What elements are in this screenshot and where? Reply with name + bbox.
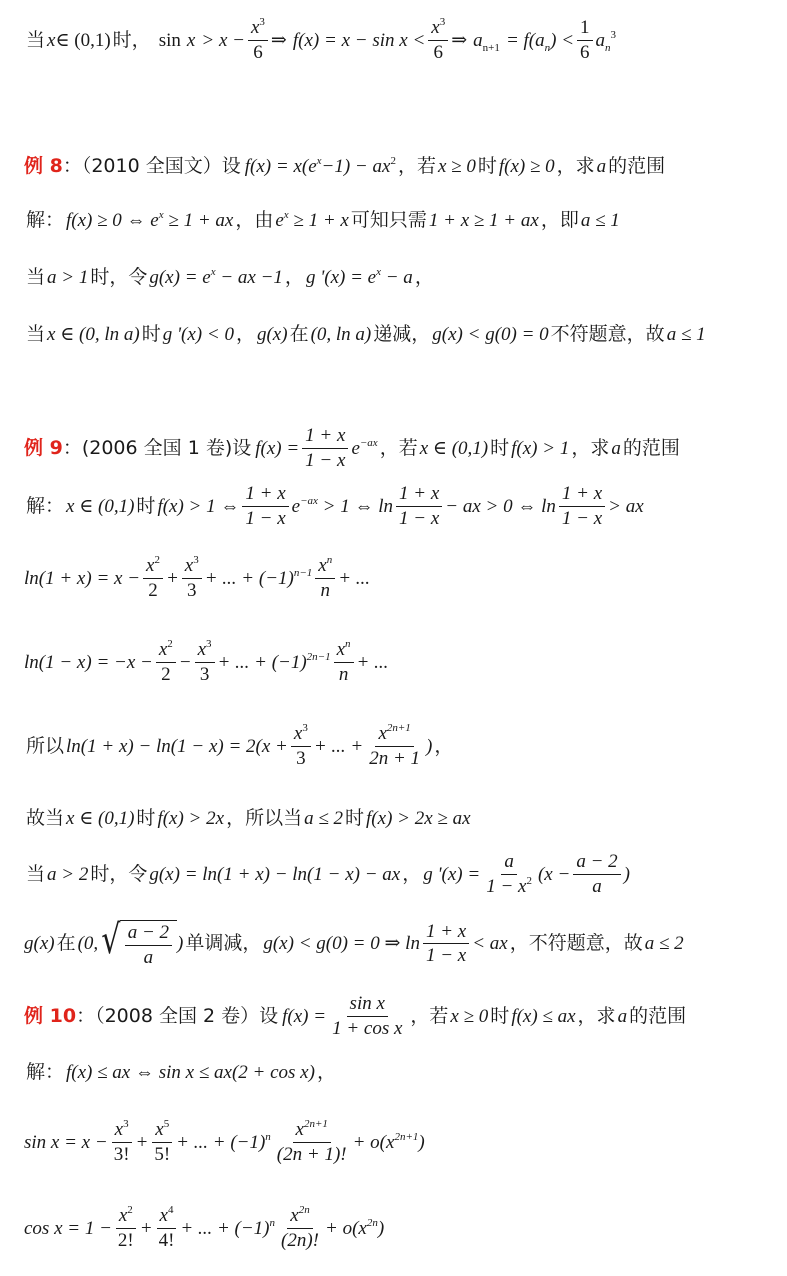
math: $e^x \ge 1 + x$ bbox=[275, 209, 349, 231]
fraction: $\frac{1}{6}$ bbox=[577, 18, 593, 63]
math: f(x) > 2x bbox=[157, 808, 225, 829]
math: + bbox=[135, 1131, 149, 1153]
math: < ax bbox=[472, 933, 508, 955]
fraction: $\frac{x^2}{2!}$ bbox=[115, 1206, 137, 1251]
math: a bbox=[611, 437, 621, 459]
math: g(x) < g(0) = 0 ⇒ ln bbox=[263, 933, 420, 955]
text: 时 bbox=[477, 155, 497, 177]
line-15 bbox=[24, 1062, 775, 1084]
text: 时 bbox=[141, 323, 161, 345]
fraction: $\frac{x^2}{2}$ bbox=[156, 640, 176, 685]
math: $e^{-ax}$ bbox=[351, 436, 378, 459]
text: ，求 bbox=[571, 436, 610, 459]
math: + bbox=[165, 567, 179, 589]
math: g '$(x) = e^x - a$ bbox=[305, 266, 413, 288]
math: f(x) = x − sin x < bbox=[292, 29, 426, 51]
math: f(x) > 2x ≥ ax bbox=[366, 808, 471, 829]
fraction: $\frac{x^{2n+1}}{2n + 1}$ bbox=[369, 722, 421, 769]
line-4 bbox=[24, 267, 775, 289]
math: + ... + $(-1)^n$ bbox=[180, 1216, 276, 1239]
text: 解： bbox=[26, 1061, 65, 1083]
fraction: $\frac{x^2}{2}$ bbox=[143, 556, 163, 601]
math: x ∈ (0, ln a) bbox=[47, 324, 140, 345]
fraction: $\frac{1 + x}{1 - x}$ bbox=[242, 484, 288, 529]
text: ， bbox=[414, 266, 434, 288]
example-source: ：（2010 全国文）设 bbox=[62, 155, 241, 177]
fraction: $\frac{x^3}{6}$ bbox=[248, 18, 268, 63]
math: a ≤ 2 bbox=[304, 808, 344, 829]
fraction: $\frac{x^3}{3}$ bbox=[182, 556, 202, 601]
math: ) bbox=[177, 933, 184, 955]
example-label: 例 10 bbox=[24, 1004, 77, 1027]
math: x ∈ (0,1) bbox=[66, 808, 135, 829]
math: ) bbox=[426, 735, 433, 757]
text: ，即 bbox=[540, 209, 579, 231]
text: ，由 bbox=[235, 209, 274, 231]
math: $a_n^3$ bbox=[595, 28, 617, 54]
text: 时 bbox=[345, 807, 365, 829]
math: g '(x) = bbox=[423, 863, 481, 885]
text: 解： bbox=[26, 209, 65, 231]
math: $e^{-ax} > 1$ ⇔ ln bbox=[291, 494, 393, 517]
line-11 bbox=[24, 808, 775, 830]
text: 当 bbox=[26, 323, 46, 345]
math: a > 2 bbox=[47, 863, 89, 885]
math: a bbox=[596, 156, 607, 177]
fraction: $\frac{x^3}{3}$ bbox=[291, 724, 311, 769]
text: 可知只需 bbox=[350, 209, 427, 231]
math: f(x) ≥ 0 ⇔ $e^x \ge 1$ + ax bbox=[66, 209, 234, 231]
math: $f(x) = x(e^x-1) - ax^2$ bbox=[244, 155, 396, 177]
line-8 bbox=[24, 556, 775, 601]
fraction: $\frac{x^4}{4!}$ bbox=[156, 1206, 178, 1251]
math: f(x) ≥ 0 bbox=[498, 156, 555, 177]
math: ln(1 + x) = x − bbox=[24, 567, 141, 589]
math: f(x) = bbox=[282, 1005, 327, 1027]
math: x ∈ (0,1) bbox=[419, 437, 489, 459]
fraction: $\frac{a - 2}{a}$ bbox=[573, 852, 620, 897]
fraction: $\frac{x^{2n+1}}{(2n + 1)!}$ bbox=[276, 1118, 347, 1165]
math: + ... + $(-1)^{n-1}$ bbox=[204, 566, 313, 589]
example-10-heading bbox=[24, 994, 775, 1039]
fraction: $\frac{1 + x}{1 - x}$ bbox=[396, 484, 442, 529]
fraction: $\frac{x^5}{5!}$ bbox=[151, 1120, 173, 1165]
math: g '(x) < 0 bbox=[162, 324, 234, 345]
text: 当 bbox=[26, 862, 46, 885]
text: ，若 bbox=[410, 1004, 449, 1027]
line-12 bbox=[24, 852, 775, 897]
text: 的范围 bbox=[608, 155, 666, 177]
text: ，不符题意，故 bbox=[509, 932, 643, 955]
line-10 bbox=[24, 724, 775, 769]
math: + bbox=[139, 1217, 153, 1239]
math: > x − bbox=[201, 29, 245, 51]
math: ⇒ bbox=[451, 29, 468, 51]
line-16 bbox=[24, 1120, 775, 1165]
math: f(x) > 1 ⇔ bbox=[157, 495, 240, 517]
text: 时 bbox=[136, 807, 156, 829]
text: 故当 bbox=[26, 807, 65, 829]
text: ，若 bbox=[397, 155, 436, 177]
line-1 bbox=[24, 18, 775, 63]
text: 不符题意，故 bbox=[550, 323, 665, 345]
math: x ≥ 0 bbox=[437, 156, 476, 177]
math: (0, ln a) bbox=[310, 324, 372, 345]
text: ， bbox=[284, 266, 304, 288]
text: 当 bbox=[26, 28, 46, 51]
math: g(x) < g(0) = 0 bbox=[432, 324, 549, 345]
fraction: $\frac{x^3}{6}$ bbox=[428, 18, 448, 63]
example-label: 例 8 bbox=[24, 155, 63, 177]
fraction: $\frac{1 + x}{1 - x}$ bbox=[302, 426, 348, 471]
text: ，若 bbox=[379, 436, 418, 459]
text: 在 bbox=[56, 932, 76, 955]
math: f(x) > 1 bbox=[511, 437, 570, 459]
text: 在 bbox=[289, 323, 309, 345]
text: 单调减， bbox=[185, 932, 262, 955]
fraction: $\frac{1 + x}{1 - x}$ bbox=[559, 484, 605, 529]
math: (x − bbox=[537, 863, 571, 885]
fraction: $\frac{x^{2n}}{(2n)!}$ bbox=[281, 1204, 319, 1251]
text: 的范围 bbox=[629, 1004, 687, 1027]
math: + ... bbox=[356, 651, 389, 673]
math: + ... bbox=[338, 567, 371, 589]
example-9-heading bbox=[24, 426, 775, 471]
fraction: $\frac{a}{1 - x^2}$ bbox=[486, 851, 532, 897]
math: − bbox=[178, 651, 192, 673]
math: f(x) ≤ ax bbox=[511, 1005, 576, 1027]
math: $g(x) = e^x$ − ax −1 bbox=[149, 266, 283, 288]
math: + $o(x^{2n})$ bbox=[325, 1216, 385, 1239]
example-source: ：(2006 全国 1 卷)设 bbox=[62, 436, 252, 459]
text: ， bbox=[316, 1061, 336, 1083]
fraction: $\frac{x^3}{3}$ bbox=[195, 640, 215, 685]
line-17 bbox=[24, 1206, 775, 1251]
example-source: ：（2008 全国 2 卷）设 bbox=[76, 1004, 279, 1027]
math: f(x) ≤ ax ⇔ sin x ≤ ax(2 + cos x) bbox=[66, 1062, 315, 1083]
math: g(x) bbox=[256, 324, 288, 345]
line-13 bbox=[24, 917, 775, 968]
line-5 bbox=[24, 324, 775, 346]
math: ln(1 − x) = −x − bbox=[24, 651, 153, 673]
math: a ≤ 1 bbox=[666, 324, 706, 345]
text: ， bbox=[402, 862, 422, 885]
text: 时 bbox=[490, 1004, 510, 1027]
text: 解： bbox=[26, 494, 65, 517]
line-3 bbox=[24, 210, 775, 232]
math: 1 + x ≥ 1 + ax bbox=[428, 210, 539, 231]
text: 递减， bbox=[373, 323, 431, 345]
text: 时，令 bbox=[90, 266, 148, 288]
line-9 bbox=[24, 640, 775, 685]
math: (0, bbox=[77, 933, 99, 955]
text: ，所以当 bbox=[226, 807, 303, 829]
math: x bbox=[186, 29, 196, 51]
math: a ≤ 2 bbox=[644, 933, 684, 955]
math: a > 1 bbox=[47, 267, 89, 288]
math: g(x) bbox=[24, 933, 55, 955]
math: + $o(x^{2n+1})$ bbox=[352, 1130, 425, 1153]
text: ， bbox=[434, 734, 454, 757]
math: a bbox=[617, 1005, 628, 1027]
math: + ... + $(-1)^{2n-1}$ bbox=[217, 650, 331, 673]
math: $a_{n+1}$ bbox=[473, 29, 500, 54]
math: a ≤ 1 bbox=[580, 210, 620, 231]
text: 当 bbox=[26, 266, 46, 288]
fraction: $\frac{x^n}{n}$ bbox=[315, 556, 335, 601]
line-7 bbox=[24, 484, 775, 529]
fraction: $\frac{x^n}{n}$ bbox=[334, 640, 354, 685]
text: ，求 bbox=[556, 155, 595, 177]
square-root: √ $\frac{a - 2}{a}$ bbox=[98, 920, 177, 968]
text: 时 bbox=[136, 494, 156, 517]
math: > ax bbox=[608, 495, 644, 517]
math: = $f(a_n)$ < bbox=[505, 29, 575, 54]
math: + ... + bbox=[313, 735, 364, 757]
math: ⇒ bbox=[270, 29, 287, 51]
math: ) bbox=[623, 863, 630, 885]
math: x bbox=[47, 29, 56, 51]
math: ∈ (0,1) bbox=[55, 29, 111, 51]
text: 时， bbox=[112, 28, 151, 51]
text: 时 bbox=[490, 436, 510, 459]
fraction: $\frac{1 + x}{1 - x}$ bbox=[423, 922, 469, 967]
text: 所以 bbox=[26, 734, 65, 757]
text: 时，令 bbox=[90, 862, 148, 885]
example-8-heading bbox=[24, 156, 775, 178]
math: sin bbox=[158, 29, 181, 51]
text: 的范围 bbox=[622, 436, 680, 459]
math: − ax > 0 ⇔ ln bbox=[445, 495, 556, 517]
math: cos x = 1 − bbox=[24, 1217, 112, 1239]
math: g(x) = ln(1 + x) − ln(1 − x) − ax bbox=[149, 863, 401, 885]
text: ，求 bbox=[577, 1004, 616, 1027]
math: x ∈ (0,1) bbox=[66, 495, 135, 517]
math: ln(1 + x) − ln(1 − x) = 2(x + bbox=[66, 735, 288, 757]
math: f(x) = bbox=[255, 437, 300, 459]
math: x ≥ 0 bbox=[450, 1005, 489, 1027]
text: ， bbox=[235, 323, 255, 345]
math: sin x = x − bbox=[24, 1131, 108, 1153]
fraction: $\frac{\text{sin x}}{\text{1 + cos x}}$ bbox=[332, 993, 403, 1039]
example-label: 例 9 bbox=[24, 436, 63, 459]
math: + ... + $(-1)^n$ bbox=[176, 1130, 271, 1153]
fraction: $\frac{x^3}{3!}$ bbox=[111, 1120, 133, 1165]
